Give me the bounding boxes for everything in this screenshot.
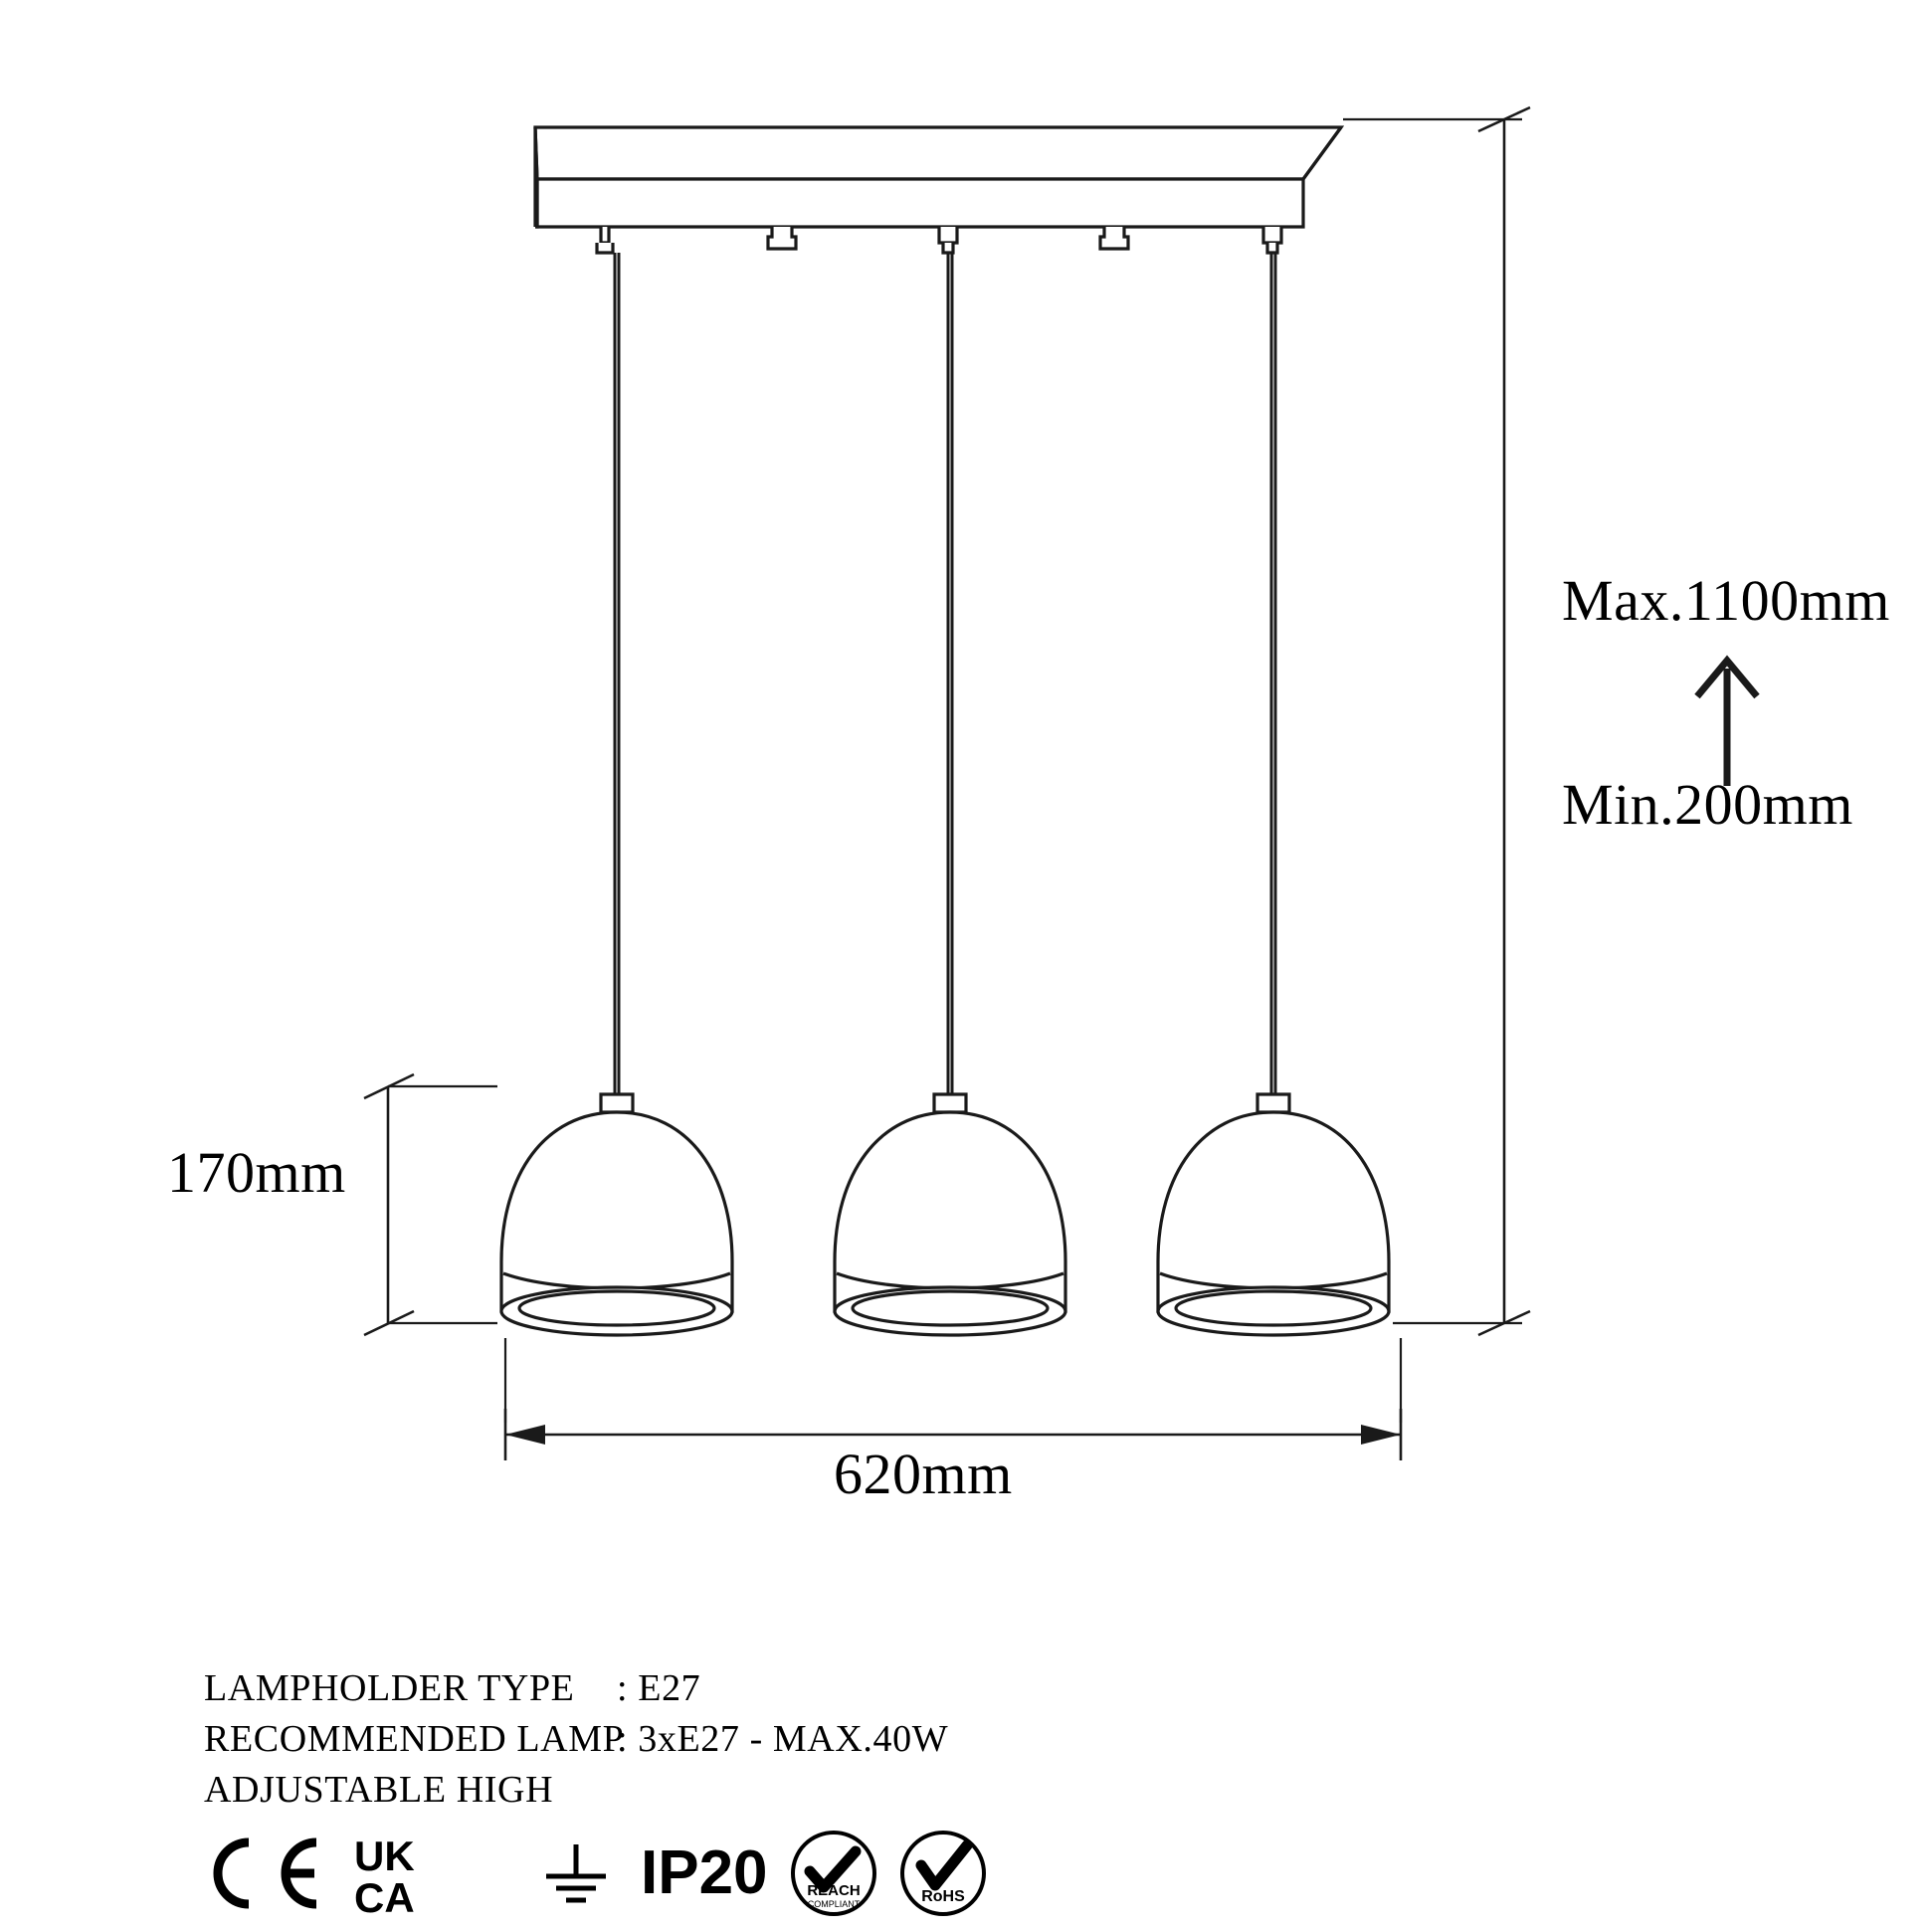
spec-value-recommended-lamp: : 3xE27 - MAX.40W: [617, 1718, 949, 1760]
svg-text:CA: CA: [354, 1874, 415, 1916]
certification-marks: [199, 1829, 987, 1918]
reach-compliant-badge-icon: [790, 1829, 877, 1918]
adjustable-arrow: [1697, 661, 1757, 786]
dimension-label-shade-height: 170mm: [167, 1140, 346, 1205]
suspension-cords: [615, 253, 1275, 1094]
earth-ground-symbol-icon: [533, 1829, 619, 1918]
spec-row-adjustable-high: [204, 1765, 948, 1816]
spec-key-recommended-lamp: RECOMMENDED LAMP: [204, 1718, 625, 1760]
ce-mark-icon: [199, 1829, 330, 1918]
svg-text:COMPLIANT: COMPLIANT: [807, 1899, 860, 1909]
ceiling-canopy: [535, 127, 1341, 227]
spec-key-adjustable-high: ADJUSTABLE HIGH: [204, 1769, 554, 1811]
dimension-label-max-drop: Max.1100mm: [1562, 568, 1890, 633]
shade-height-dimension-line: [364, 1074, 497, 1335]
ukca-mark-icon: [352, 1829, 511, 1918]
canopy-fittings: [597, 227, 1281, 253]
dimension-label-min-drop: Min.200mm: [1562, 772, 1853, 837]
dimension-label-overall-width: 620mm: [834, 1442, 1013, 1506]
lamp-shade-right: [1158, 1094, 1389, 1335]
spec-key-lampholder: LAMPHOLDER TYPE: [204, 1667, 575, 1709]
ip-rating-label: [641, 1829, 768, 1918]
spec-row-lampholder: [204, 1663, 948, 1714]
spec-value-lampholder: : E27: [617, 1667, 701, 1709]
lamp-shade-left: [501, 1094, 732, 1335]
drop-dimension-line: [1343, 107, 1530, 1335]
spec-row-recommended-lamp: [204, 1714, 948, 1765]
svg-text:UK: UK: [354, 1833, 415, 1879]
ip-rating-text: IP20: [641, 1838, 768, 1907]
svg-text:RoHS: RoHS: [920, 1888, 965, 1905]
rohs-badge-icon: [899, 1829, 987, 1918]
lamp-shade-middle: [835, 1094, 1065, 1335]
svg-text:REACH: REACH: [806, 1882, 861, 1899]
specifications-block: [204, 1663, 948, 1816]
